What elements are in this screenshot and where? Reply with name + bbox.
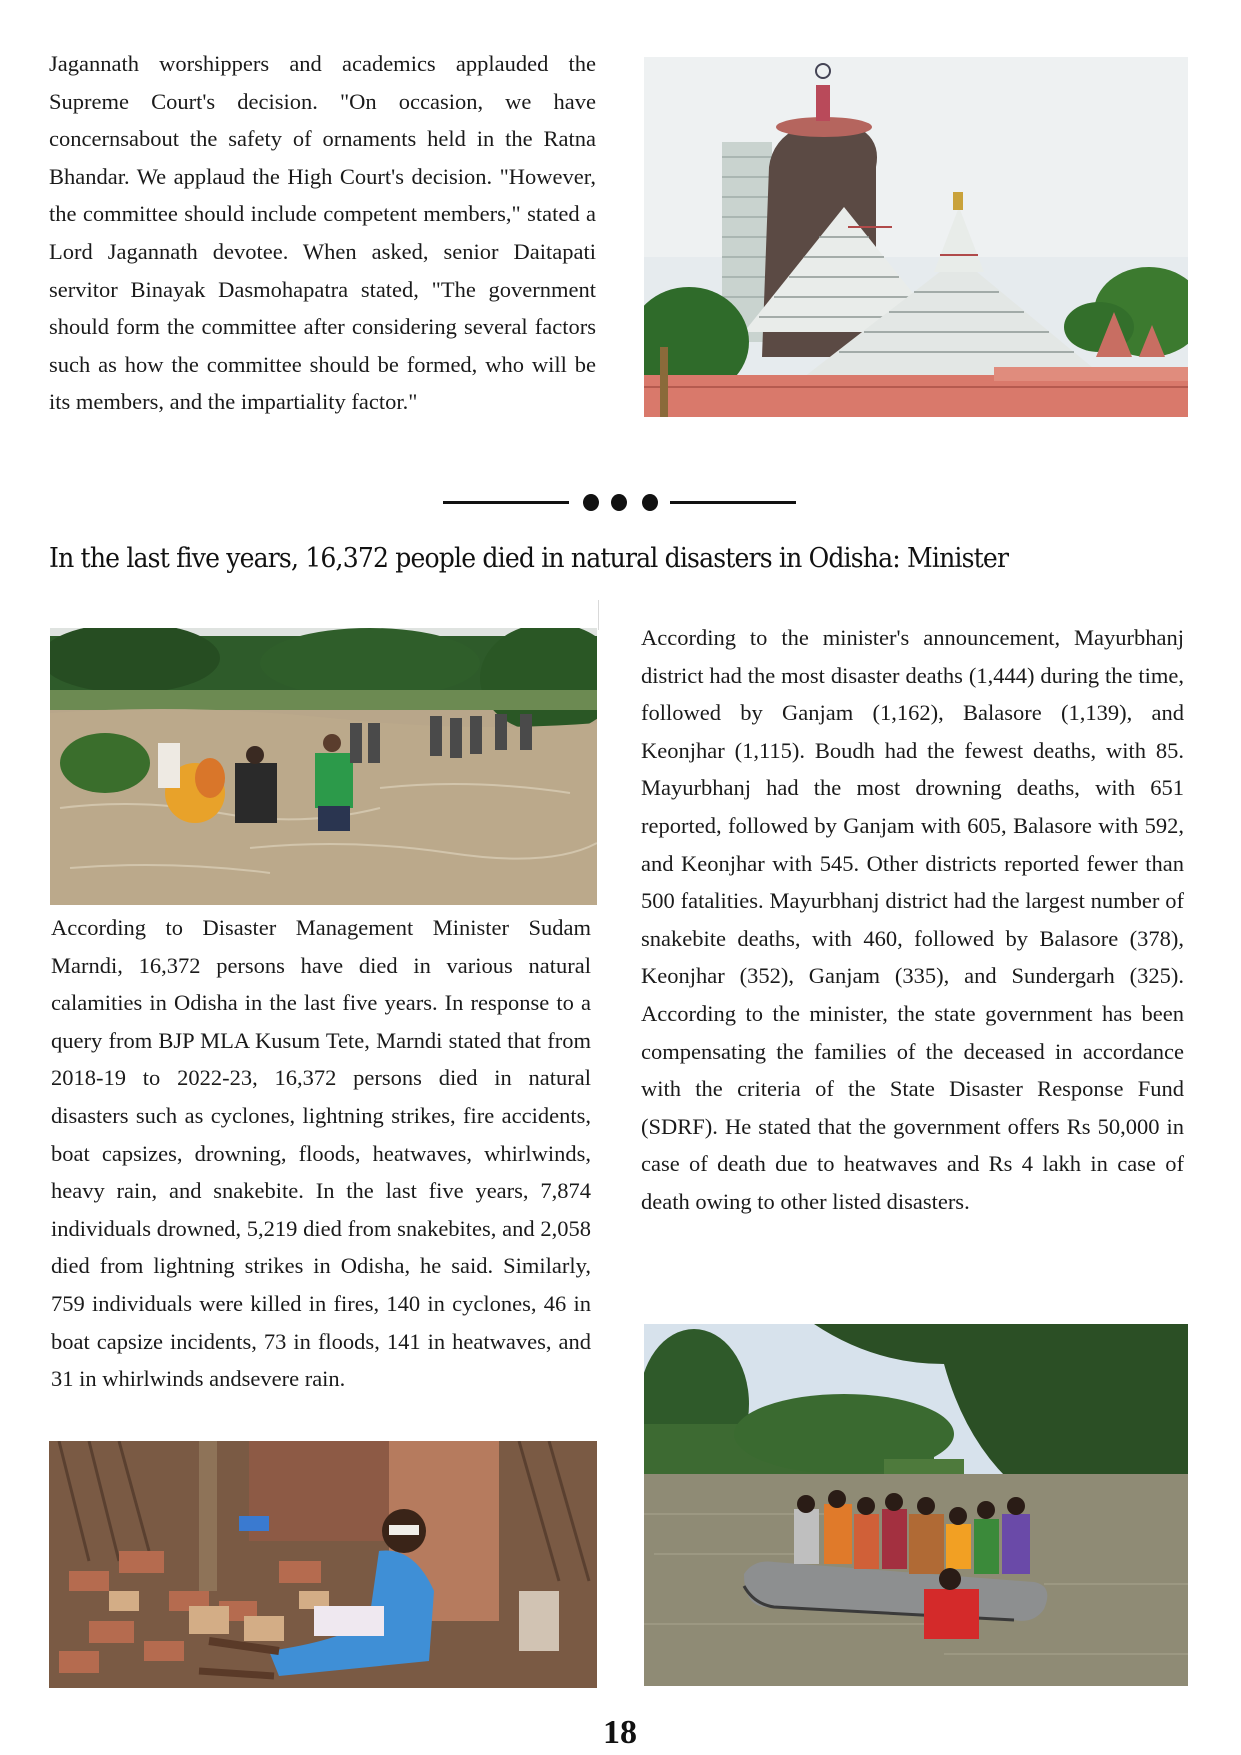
divider-dot <box>583 494 599 511</box>
article-headline: In the last five years, 16,372 people died in natural disasters in Odisha: Minister <box>49 543 1009 574</box>
divider-line-right <box>670 501 796 504</box>
article-right-column-text: According to the minister's announcement, Mayurbhanj district had the most disaster deaths (1,444) during the time, followed by Ganjam (1,162), Balasore (1,139), and Keonjhar (1,115). Boudh had the fewest deaths, with 85. Mayurbhanj had the most drowning deaths, with 651 reported, followed by Ganjam with 605, Balasore with 592, and Keonjhar with 545. Other districts reported fewer than 500 fatalities. Mayurbhanj district had the largest number of snakebite deaths, with 460, followed by Balasore (378), Keonjhar (352), Ganjam (335), and Sundergarh (325). According to the minister, the state government has been compensating the families of the deceased in accordance with the criteria of the State Disaster Response Fund (SDRF). He stated that the government offers Rs 50,000 in case of death due to heatwaves and Rs 4 lakh in case of death owing to other listed disasters. <box>641 625 1184 1214</box>
divider-line-left <box>443 501 569 504</box>
rubble-girl-photo <box>49 1441 597 1688</box>
article-left-column-text: According to Disaster Management Minister Sudam Marndi, 16,372 persons have died in various natural calamities in Odisha in the last five years. In response to a query from BJP MLA Kusum Tete, Marndi stated that from 2018-19 to 2022-23, 16,372 persons died in natural disasters such as cyclones, lightning strikes, fire accidents, boat capsizes, drowning, floods, heatwaves, whirlwinds, heavy rain, and snakebite. In the last five years, 7,874 individuals drowned, 5,219 died from snakebites, and 2,058 died from lightning strikes in Odisha, he said. Similarly, 759 individuals were killed in fires, 140 in cyclones, 46 in boat capsize incidents, 73 in floods, 141 in heatwaves, and 31 in whirlwinds andsevere rain. <box>51 915 591 1392</box>
boat-rescue-photo <box>644 1324 1188 1686</box>
jagannath-temple-photo <box>644 57 1188 417</box>
flood-wading-photo <box>50 628 597 905</box>
column-rule <box>598 600 599 630</box>
divider-dot <box>642 494 658 511</box>
article-continuation-text: Jagannath worshippers and academics applauded the Supreme Court's decision. "On occasion, we have concernsabout the safety of ornaments held in the Ratna Bhandar. We applaud the High Court's decision. "However, the committee should include competent members," stated a Lord Jagannath devotee. When asked, senior Daitapati servitor Binayak Dasmohapatra stated, "The government should form the committee after considering several factors such as how the committee should be formed, who will be its members, and the impartiality factor." <box>49 51 596 415</box>
page-number: 18 <box>603 1714 637 1751</box>
section-divider <box>440 486 800 516</box>
divider-dot <box>611 494 627 511</box>
